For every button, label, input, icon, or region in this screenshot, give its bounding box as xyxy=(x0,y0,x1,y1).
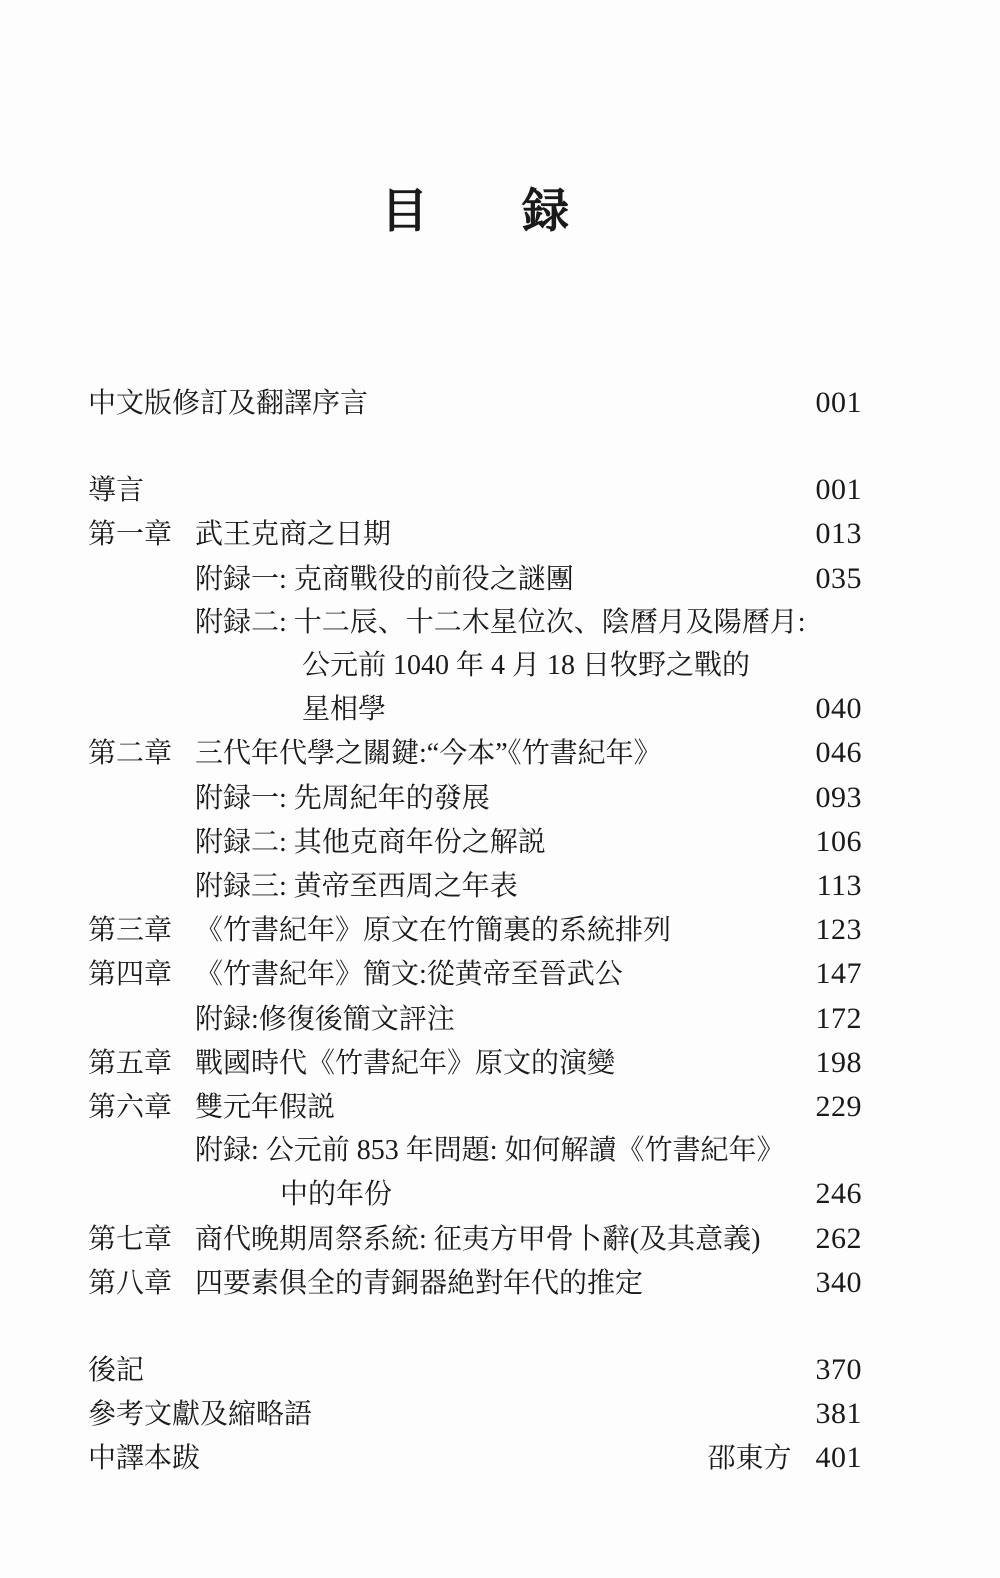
page-number: 001 xyxy=(815,386,862,419)
toc-row xyxy=(88,687,862,731)
page-number: 106 xyxy=(815,824,862,858)
toc-row xyxy=(88,776,862,820)
page-number: 198 xyxy=(815,1045,862,1079)
translator-name: 邵東方 xyxy=(707,1443,792,1475)
entry-title: 中文版修訂及翻譯序言 xyxy=(88,388,369,419)
entry-title: 導言 xyxy=(88,475,145,507)
toc-row xyxy=(88,381,862,425)
toc-row xyxy=(88,1041,862,1085)
entry-title: 附録三: 黄帝至西周之年表 xyxy=(195,871,518,903)
toc-row xyxy=(88,468,862,512)
toc-row xyxy=(88,1172,862,1216)
entry-title: 戰國時代《竹書紀年》原文的演變 xyxy=(195,1047,616,1079)
chapter-label: 第四章 xyxy=(88,959,173,991)
entry-title: 四要素俱全的青銅器絶對年代的推定 xyxy=(195,1267,644,1299)
entry-title: 星相學 xyxy=(302,694,387,726)
toc-row xyxy=(88,1348,862,1392)
chapter-label: 第八章 xyxy=(88,1267,173,1299)
toc-list xyxy=(88,381,862,1481)
toc-row xyxy=(88,1217,862,1261)
toc-row xyxy=(88,864,862,908)
page-number: 262 xyxy=(815,1221,862,1255)
entry-title: 中的年份 xyxy=(280,1179,393,1211)
toc-row xyxy=(88,997,862,1041)
page-number: 172 xyxy=(815,1001,862,1035)
page-number: 370 xyxy=(815,1353,862,1387)
toc-row xyxy=(88,557,862,601)
entry-title: 中譯本跋 xyxy=(88,1443,201,1475)
page-number: 246 xyxy=(815,1177,862,1211)
page-number: 013 xyxy=(815,517,862,551)
toc-row xyxy=(88,908,862,952)
chapter-label: 第六章 xyxy=(88,1092,173,1124)
page-number: 093 xyxy=(815,780,862,814)
chapter-label: 第二章 xyxy=(88,738,173,770)
entry-title: 雙元年假説 xyxy=(195,1092,336,1124)
entry-title: 商代晚期周祭系統: 征夷方甲骨卜辭(及其意義) xyxy=(195,1223,761,1255)
entry-title: 《竹書紀年》簡文:從黄帝至晉武公 xyxy=(195,959,623,991)
page-number: 046 xyxy=(815,736,862,770)
chapter-label: 第三章 xyxy=(88,915,173,947)
page-number: 035 xyxy=(815,561,862,595)
entry-title: 《竹書紀年》原文在竹簡裏的系統排列 xyxy=(195,915,672,947)
toc-row xyxy=(88,1261,862,1305)
page-number: 381 xyxy=(815,1397,862,1431)
entry-title: 附録: 公元前 853 年問題: 如何解讀《竹書紀年》 xyxy=(195,1135,785,1167)
toc-row xyxy=(88,512,862,556)
entry-title: 附録:修復後簡文評注 xyxy=(195,1003,455,1035)
toc-row xyxy=(88,1436,862,1480)
page-number: 123 xyxy=(815,913,862,947)
toc-row xyxy=(88,820,862,864)
page-number: 113 xyxy=(816,869,862,903)
entry-title: 附録二: 十二辰、十二木星位次、陰曆月及陽曆月: xyxy=(195,606,806,638)
page-number: 340 xyxy=(815,1265,862,1299)
entry-title: 後記 xyxy=(88,1355,145,1387)
toc-row xyxy=(88,952,862,996)
page-number: 229 xyxy=(815,1090,862,1124)
chapter-label: 第一章 xyxy=(88,519,173,551)
page-number: 401 xyxy=(815,1441,862,1475)
entry-title: 附録一: 克商戰役的前役之謎團 xyxy=(195,563,574,595)
chapter-label: 第七章 xyxy=(88,1223,173,1255)
toc-row xyxy=(88,1392,862,1436)
page-number: 001 xyxy=(815,473,862,507)
toc-row xyxy=(88,601,862,644)
page-number: 040 xyxy=(815,692,862,726)
entry-title: 附録一: 先周紀年的發展 xyxy=(195,782,490,814)
page-title: 目 録 xyxy=(381,186,569,238)
toc-row xyxy=(88,644,862,687)
toc-row xyxy=(88,1085,862,1129)
page-number: 147 xyxy=(815,957,862,991)
entry-title: 公元前 1040 年 4 月 18 日牧野之戰的 xyxy=(302,650,751,682)
chapter-label: 第五章 xyxy=(88,1047,173,1079)
toc-row xyxy=(88,731,862,775)
entry-title: 武王克商之日期 xyxy=(195,519,392,551)
entry-title: 參考文獻及縮略語 xyxy=(88,1399,313,1431)
entry-title: 三代年代學之關鍵:“今本”《竹書紀年》 xyxy=(195,738,662,770)
toc-row xyxy=(88,1129,862,1172)
entry-title: 附録二: 其他克商年份之解説 xyxy=(195,826,546,858)
